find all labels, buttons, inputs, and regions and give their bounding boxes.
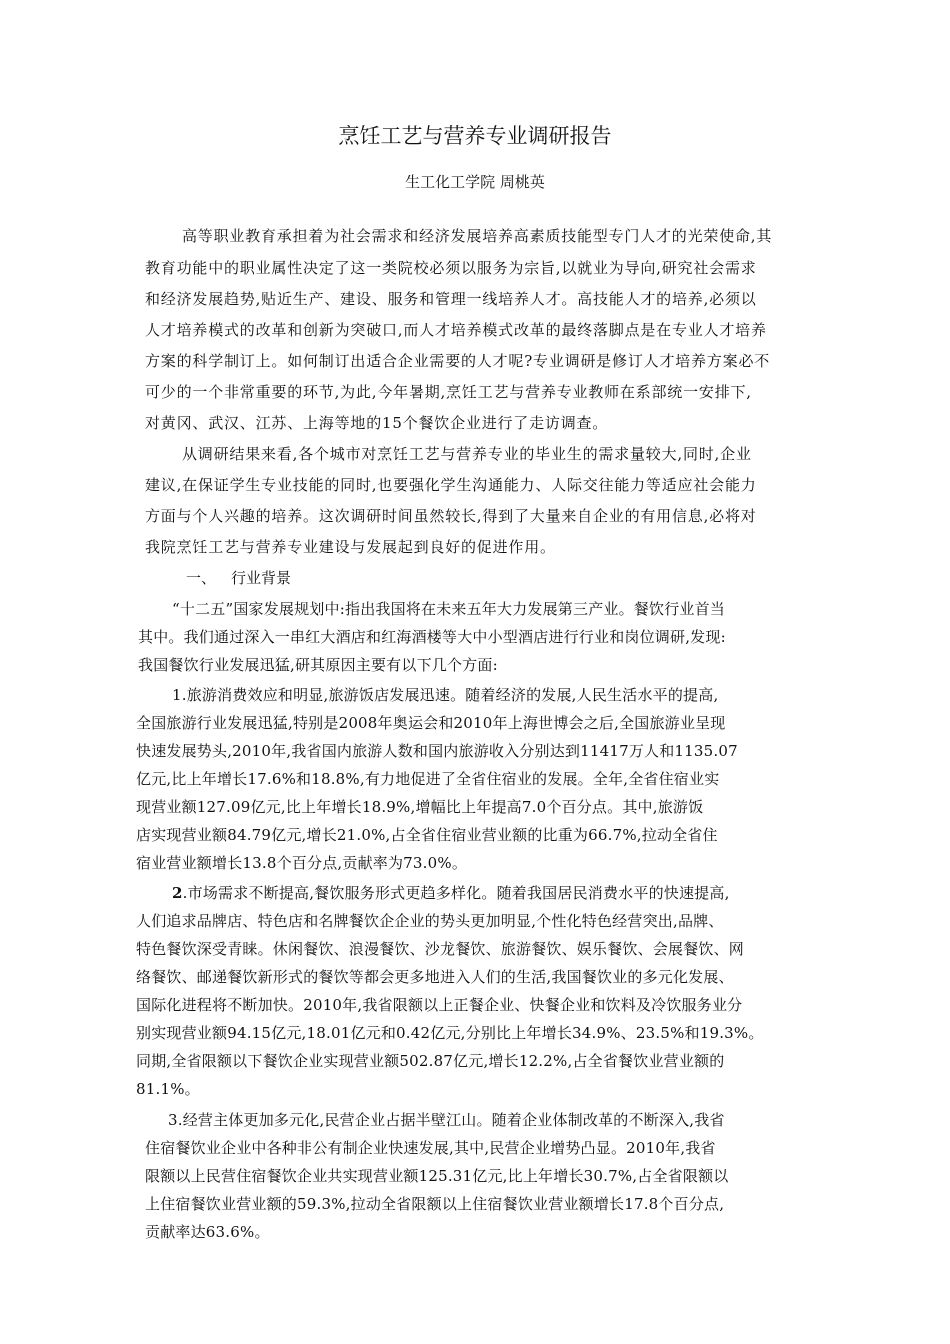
paragraph-line: 对黄冈、武汉、江苏、上海等地的15个餐饮企业进行了走访调查。: [145, 414, 609, 432]
list-item-line: 店实现营业额84.79亿元,增长21.0%,占全省住宿业营业额的比重为66.7%,拉动全省住: [136, 826, 718, 844]
list-item-line: 81.1%。: [136, 1080, 200, 1098]
list-item-line: 贡献率达63.6%。: [145, 1223, 270, 1241]
paragraph-line: 高等职业教育承担着为社会需求和经济发展培养高素质技能型专门人才的光荣使命,其: [182, 227, 773, 245]
paragraph-line: 可少的一个非常重要的环节,为此,今年暑期,烹饪工艺与营养专业教师在系部统一安排下,: [145, 383, 752, 401]
list-item-line: 宿业营业额增长13.8个百分点,贡献率为73.0%。: [136, 854, 468, 872]
list-item-line: [172, 883, 730, 903]
list-item-line: 人们追求品牌店、特色店和名牌餐饮企企业的势头更加明显,个性化特色经营突出,品牌、: [136, 912, 724, 930]
paragraph-line: 方案的科学制订上。如何制订出适合企业需要的人才呢?专业调研是修订人才培养方案必不: [145, 352, 771, 370]
list-item-line: 现营业额127.09亿元,比上年增长18.9%,增幅比上年提高7.0个百分点。其中,旅游饭: [136, 798, 704, 816]
paragraph-line: 建议,在保证学生专业技能的同时,也要强化学生沟通能力、人际交往能力等适应社会能力: [145, 476, 757, 494]
section-number: 一、: [186, 569, 217, 587]
document-title: 烹饪工艺与营养专业调研报告: [338, 124, 612, 148]
list-item-line: 别实现营业额94.15亿元,18.01亿元和0.42亿元,分别比上年增长34.9%、23.5%和19.3%。: [136, 1024, 764, 1042]
list-item-line: 住宿餐饮业企业中各种非公有制企业快速发展,其中,民营企业增势凸显。2010年,我省: [145, 1139, 716, 1157]
list-item-line: 特色餐饮深受青睐。休闲餐饮、浪漫餐饮、沙龙餐饮、旅游餐饮、娱乐餐饮、会展餐饮、网: [136, 940, 745, 958]
list-item-line: 3.经营主体更加多元化,民营企业占据半壁江山。随着企业体制改革的不断深入,我省: [168, 1111, 725, 1129]
list-item-line: 同期,全省限额以下餐饮企业实现营业额502.87亿元,增长12.2%,占全省餐饮业营业额的: [136, 1052, 725, 1070]
paragraph-line: 我国餐饮行业发展迅猛,研其原因主要有以下几个方面:: [138, 656, 498, 674]
list-item-line: 亿元,比上年增长17.6%和18.8%,有力地促进了全省住宿业的发展。全年,全省住宿业实: [136, 770, 720, 788]
paragraph-line: 方面与个人兴趣的培养。这次调研时间虽然较长,得到了大量来自企业的有用信息,必将对: [145, 507, 757, 525]
list-item-line: 限额以上民营住宿餐饮企业共实现营业额125.31亿元,比上年增长30.7%,占全省限额以: [145, 1167, 729, 1185]
section-title: 行业背景: [231, 569, 292, 587]
paragraph-line: “十二五”国家发展规划中:指出我国将在未来五年大力发展第三产业。餐饮行业首当: [172, 600, 725, 618]
list-item-line: 络餐饮、邮递餐饮新形式的餐饮等都会更多地进入人们的生活,我国餐饮业的多元化发展、: [136, 968, 734, 986]
document-author: 生工化工学院 周桃英: [405, 173, 545, 191]
paragraph-line: 我院烹饪工艺与营养专业建设与发展起到良好的促进作用。: [145, 538, 556, 556]
paragraph-line: 和经济发展趋势,贴近生产、建设、服务和管理一线培养人才。高技能人才的培养,必须以: [145, 290, 757, 308]
paragraph-line: 其中。我们通过深入一串红大酒店和红海酒楼等大中小型酒店进行行业和岗位调研,发现:: [138, 628, 726, 646]
paragraph-line: 从调研结果来看,各个城市对烹饪工艺与营养专业的毕业生的需求量较大,同时,企业: [182, 445, 752, 463]
list-item-line: 国际化进程将不断加快。2010年,我省限额以上正餐企业、快餐企业和饮料及冷饮服务业分: [136, 996, 743, 1014]
paragraph-line: 教育功能中的职业属性决定了这一类院校必须以服务为宗旨,以就业为导向,研究社会需求: [145, 259, 757, 277]
list-item-line: 全国旅游行业发展迅猛,特别是2008年奥运会和2010年上海世博会之后,全国旅游业呈现: [136, 714, 726, 732]
list-item-line: 上住宿餐饮业营业额的59.3%,拉动全省限额以上住宿餐饮业营业额增长17.8个百分点,: [145, 1195, 725, 1213]
paragraph-line: 人才培养模式的改革和创新为突破口,而人才培养模式改革的最终落脚点是在专业人才培养: [145, 321, 767, 339]
list-item-text: .市场需求不断提高,餐饮服务形式更趋多样化。随着我国居民消费水平的快速提高,: [182, 884, 730, 902]
list-item-line: 快速发展势头,2010年,我省国内旅游人数和国内旅游收入分别达到11417万人和1135.07: [136, 742, 738, 760]
list-item-line: 1.旅游消费效应和明显,旅游饭店发展迅速。随着经济的发展,人民生活水平的提高,: [172, 686, 719, 704]
list-item-number: 2: [172, 884, 183, 902]
